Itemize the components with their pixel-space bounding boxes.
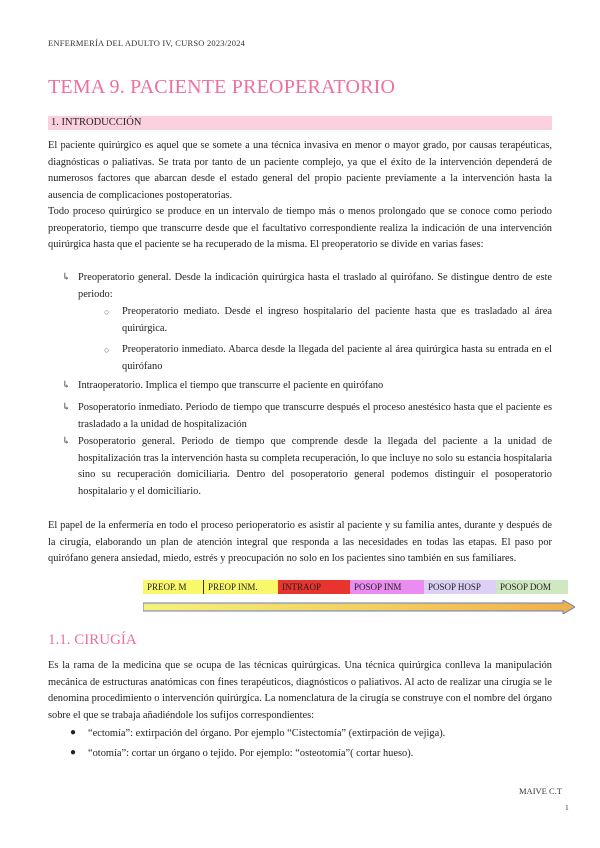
arrow-bullet-icon: ↳: [62, 436, 71, 447]
arrow-bullet-icon: ↳: [62, 402, 71, 413]
surgery-paragraph: Es la rama de la medicina que se ocupa de las técnicas quirúrgicas. Una técnica quirúrgica conlleva la manipulación mecánica de estructuras anatómicas con fines terapéuticos, diagnósticos o paliativos. Al acto de realizar una cirugía se le denomina procedimiento o intervención quirúrgica. La nomenclatura de la cirugía se construye con el nombre del órgano sobre el que se trabaja añadiéndole los sufijos correspondientes:: [48, 660, 552, 721]
intro-paragraph-2: Todo proceso quirúrgico se produce en un intervalo de tiempo más o menos prolongado que se conoce como periodo preoperatorio, tiempo que transcurre desde que el facultativo correspondiente realiza la indicación de una intervención quirúrgica hasta que el paciente se ha recuperado de la misma. El preoperatorio se divide en varias fases:: [48, 206, 552, 250]
subphase-item: [104, 304, 552, 338]
subsection-heading: 1.1. CIRUGÍA: [48, 632, 137, 648]
timeline-segment: INTRAOP: [278, 580, 350, 594]
circle-bullet-icon: ○: [104, 307, 110, 317]
suffix-text: “ectomía”: extirpación del órgano. Por ejemplo “Cistectomía” (extirpación de vejiga).: [88, 728, 446, 739]
author-footer: MAIVE C.T: [519, 786, 562, 796]
bullet-dot-icon: ●: [70, 727, 77, 738]
timeline-segment: POSOP DOM: [496, 580, 568, 594]
running-header: ENFERMERÍA DEL ADULTO IV, CURSO 2023/2024: [48, 38, 246, 48]
subphase-text: Preoperatorio mediato. Desde el ingreso hospitalario del paciente hasta que es trasladado al área quirúrgica.: [122, 306, 552, 334]
subphase-item: [104, 342, 552, 376]
suffix-item: [70, 746, 552, 764]
intro-paragraph-3: El papel de la enfermería en todo el proceso perioperatorio es asistir al paciente y su familia antes, durante y después de la cirugía, elaborando un plan de atención integral que responda a las necesidades en todas las etapas. El paso por quirófano genera ansiedad, miedo, estrés y preocupación no solo en los pacientes sino también en sus familiares.: [48, 520, 552, 564]
phase-item: [62, 434, 552, 502]
phase-text: Posoperatorio general. Periodo de tiempo que comprende desde la llegada del paciente a la unidad de hospitalización tras la intervención hasta su completa recuperación, lo que incluye no solo su estancia hospitalaria sino su recuperación domiciliaria. Dentro del posoperatorio general podemos distinguir el posoperatorio hospitalario y el domiciliario.: [78, 436, 552, 497]
phase-text: Posoperatorio inmediato. Periodo de tiempo que transcurre después el proceso anestésico hasta que el paciente es trasladado a la unidad de hospitalización: [78, 402, 552, 430]
bullet-dot-icon: ●: [70, 747, 77, 758]
phase-text: Preoperatorio general. Desde la indicación quirúrgica hasta el traslado al quirófano. Se distingue dentro de este periodo:: [78, 272, 552, 300]
phase-text: Intraoperatorio. Implica el tiempo que transcurre el paciente en quirófano: [78, 380, 384, 391]
timeline-arrow: [143, 600, 575, 614]
section-heading: 1. INTRODUCCIÓN: [51, 117, 142, 128]
phase-item: [62, 270, 552, 304]
phase-item: [62, 378, 552, 396]
timeline-segment: PREOP INM.: [203, 580, 278, 594]
intro-paragraph-1: El paciente quirúrgico es aquel que se somete a una técnica invasiva en menor o mayor grado, por causas terapéuticas, diagnósticas o paliativas. Se trata por tanto de un paciente complejo, ya que el éxito de la intervención dependerá de numerosos factores que abarcan desde el estado general del propio paciente previamente a la intervención hasta la ausencia de complicaciones postoperatorias.: [48, 140, 552, 201]
timeline-segment: PREOP. M: [143, 580, 203, 594]
page-number: 1: [565, 803, 569, 812]
page-title: TEMA 9. PACIENTE PREOPERATORIO: [48, 76, 396, 98]
arrow-bullet-icon: ↳: [62, 272, 71, 283]
timeline-segment: POSOP HOSP: [424, 580, 496, 594]
timeline-segment: POSOP INM: [350, 580, 424, 594]
circle-bullet-icon: ○: [104, 345, 110, 355]
suffix-item: [70, 726, 552, 744]
phase-item: [62, 400, 552, 434]
suffix-text: “otomía”: cortar un órgano o tejido. Por ejemplo: “osteotomía”( cortar hueso).: [88, 748, 414, 759]
arrow-bullet-icon: ↳: [62, 380, 71, 391]
subphase-text: Preoperatorio inmediato. Abarca desde la llegada del paciente al área quirúrgica hasta su entrada en el quirófano: [122, 344, 552, 372]
perioperative-timeline: [143, 580, 568, 594]
